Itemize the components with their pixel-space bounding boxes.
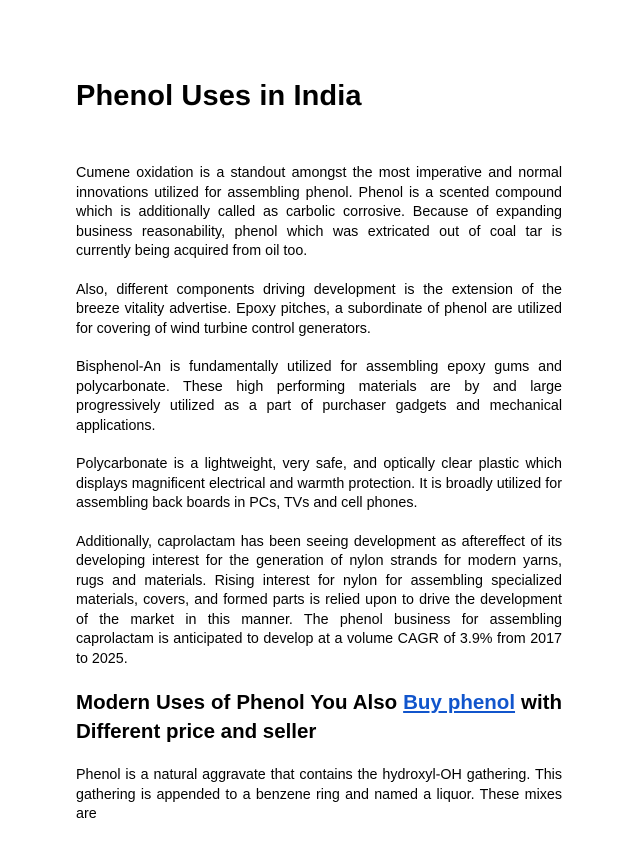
section-heading bbox=[76, 688, 562, 746]
paragraph-wind-energy: Also, different components driving development is the extension of the breeze vitality advertise. Epoxy pitches, a subordinate of phenol are utilized for covering of wind turbine control generators. bbox=[76, 281, 562, 337]
page-title: Phenol Uses in India bbox=[76, 80, 362, 112]
paragraph-caprolactam: Additionally, caprolactam has been seeing development as aftereffect of its developing interest for the generation of nylon strands for modern yarns, rugs and materials. Rising interest for nylon for assembling specialized materials, covers, and formed parts is relied upon to drive the development of the market in this manner. The phenol business for assembling caprolactam is anticipated to develop at a volume CAGR of 3.9% from 2017 to 2025. bbox=[76, 533, 562, 667]
paragraph-cumene: Cumene oxidation is a standout amongst the most imperative and normal innovations utilized for assembling phenol. Phenol is a scented compound which is additionally called as carbolic corrosive. Because of expanding business reasonability, phenol which was extricated out of coal tar is currently being acquired from oil too. bbox=[76, 165, 562, 259]
section-heading-text-end: with Different price and seller bbox=[76, 691, 563, 743]
paragraph-polycarbonate: Polycarbonate is a lightweight, very safe, and optically clear plastic which displays magnificent electrical and warmth protection. It is broadly utilized for assembling back boards in PCs, TVs and cell phones. bbox=[76, 456, 562, 511]
document-page bbox=[76, 78, 562, 844]
section-heading-text-start: Modern Uses of Phenol You Also bbox=[76, 691, 404, 714]
paragraph-hydroxyl: Phenol is a natural aggravate that contains the hydroxyl-OH gathering. This gathering is appended to a benzene ring and named a liquor. These mixes are bbox=[76, 767, 562, 822]
buy-phenol-link[interactable]: Buy phenol bbox=[403, 691, 516, 714]
paragraph-bisphenol: Bisphenol-An is fundamentally utilized for assembling epoxy gums and polycarbonate. These high performing materials are by and large progressively utilized as a part of purchaser gadgets and mechanical applications. bbox=[76, 359, 562, 434]
